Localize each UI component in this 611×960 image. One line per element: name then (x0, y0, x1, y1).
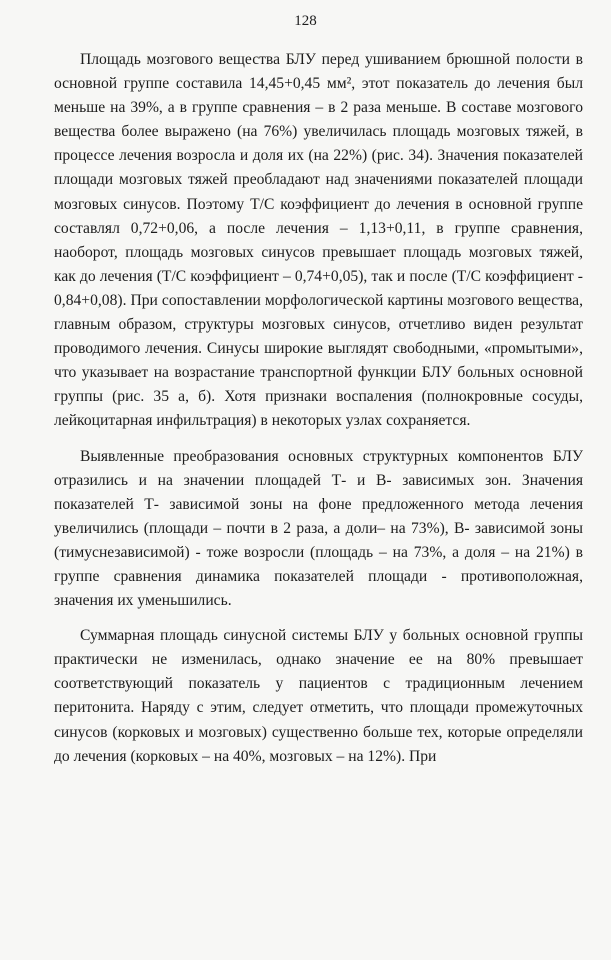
paragraph-1: Площадь мозгового вещества БЛУ перед ушиванием брюшной полости в основной группе составила 14,45+0,45 мм², этот показатель до лечения был меньше на 39%, а в группе сравнения – в 2 раза меньше. В составе мозгового вещества более выражено (на 76%) увеличилась площадь мозговых тяжей, в процессе лечения возросла и доля их (на 22%) (рис. 34). Значения показателей площади мозговых тяжей преобладают над значениями показателей площади мозговых синусов. Поэтому Т/С коэффициент до лечения в основной группе составлял 0,72+0,06, а после лечения – 1,13+0,11, в группе сравнения, наоборот, площадь мозговых синусов превышает площадь мозговых тяжей, как до лечения (Т/С коэффициент – 0,74+0,05), так и после (Т/С коэффициент - 0,84+0,08). При сопоставлении морфологической картины мозгового вещества, главным образом, структуры мозговых синусов, отчетливо виден результат проводимого лечения. Синусы широкие выглядят свободными, «промытыми», что указывает на возрастание транспортной функции БЛУ больных основной группы (рис. 35 а, б). Хотя признаки воспаления (полнокровные сосуды, лейкоцитарная инфильтрация) в некоторых узлах сохраняется. (54, 51, 583, 430)
page-number: 128 (294, 13, 317, 29)
body-text (54, 48, 583, 769)
paragraph-3: Суммарная площадь синусной системы БЛУ у больных основной группы практически не изменилась, однако значение ее на 80% превышает соответствующий показатель у пациентов с традиционным лечением перитонита. Наряду с этим, следует отметить, что площади промежуточных синусов (корковых и мозговых) существенно больше тех, которые определяли до лечения (корковых – на 40%, мозговых – на 12%). При (54, 627, 583, 765)
paragraph-2: Выявленные преобразования основных структурных компонентов БЛУ отразились и на значении площадей Т- и В- зависимых зон. Значения показателей Т- зависимой зоны на фоне предложенного метода лечения увеличились (площади – почти в 2 раза, а доли– на 73%), В- зависимой зоны (тимуснезависимой) - тоже возросли (площадь – на 73%, а доля – на 21%) в группе сравнения динамика показателей площади - противоположная, значения их уменьшились. (54, 447, 583, 610)
